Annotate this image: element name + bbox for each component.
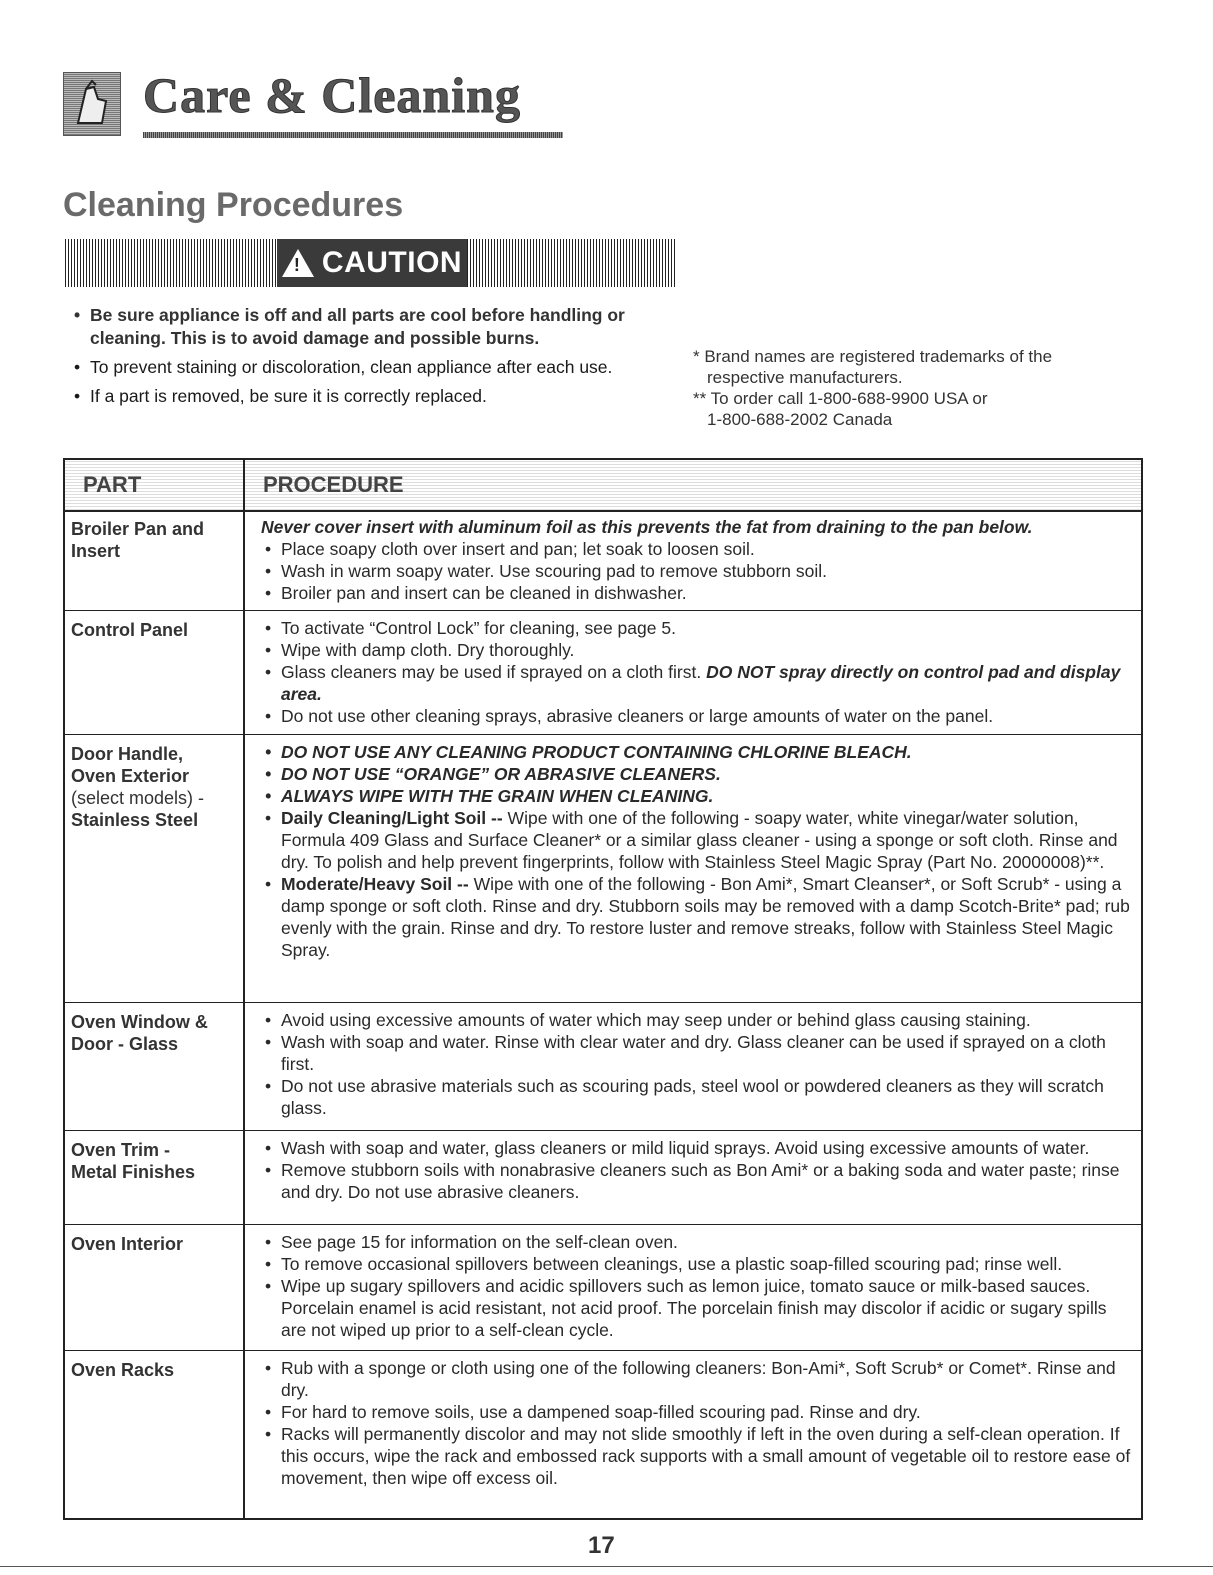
procedure-item: • Racks will permanently discolor and may not slide smoothly if left in the oven during a self-clean operation. If this occurs, wipe the rack and embossed rack supports with a small amount of vegetable oil to restore ease of movement, then wipe off excess oil. [261,1423,1131,1489]
note-line: respective manufacturers. [707,368,903,387]
procedure-item [261,873,1131,961]
warning-triangle-icon: ! [282,249,314,277]
procedure-warning: • ALWAYS WIPE WITH THE GRAIN WHEN CLEANING. [261,785,1131,807]
procedure-item: • Wipe with damp cloth. Dry thoroughly. [261,639,1131,661]
procedure-lead: Never cover insert with aluminum foil as this prevents the fat from draining to the pan below. [261,517,1033,537]
part-name: Control Panel [71,620,189,640]
procedure-item: • Wipe up sugary spillovers and acidic spillovers such as lemon juice, tomato sauce or milk-based sauces. Porcelain enamel is acid resistant, not acid proof. The porcelain finish may discolor if acidic or sugary spills are not wiped up prior to a self-clean cycle. [261,1275,1131,1341]
header-rule [143,132,563,138]
procedure-item: • Wash with soap and water, glass cleaners or mild liquid sprays. Avoid using excessive amounts of water. [261,1137,1131,1159]
procedure-label: Daily Cleaning/Light Soil -- [281,808,503,828]
caution-item: • To prevent staining or discoloration, clean appliance after each use. [70,356,670,379]
procedure-warning: • DO NOT USE ANY CLEANING PRODUCT CONTAINING CHLORINE BLEACH. [261,741,1131,763]
table-row [65,1130,1141,1224]
part-name: Oven Trim - Metal Finishes [71,1140,196,1182]
header-procedure: PROCEDURE [263,472,404,497]
trademark-notes [693,346,1153,430]
procedure-item: • Avoid using excessive amounts of water which may seep under or behind glass causing staining. [261,1009,1131,1031]
part-line: Door Handle, [71,744,184,764]
note-line: ** To order call 1-800-688-9900 USA or [693,389,988,408]
note-line: 1-800-688-2002 Canada [707,410,893,429]
table-row [65,1350,1141,1518]
procedure-item: • Remove stubborn soils with nonabrasive cleaners such as Bon Ami* or a baking soda and water paste; rinse and dry. Do not use abrasive cleaners. [261,1159,1131,1203]
procedure-item [261,807,1131,873]
procedure-warning: • DO NOT USE “ORANGE” OR ABRASIVE CLEANERS. [261,763,1131,785]
table-row [65,610,1141,734]
procedure-item: • Place soapy cloth over insert and pan; let soak to loosen soil. [261,538,1131,560]
part-name: Oven Racks [71,1360,175,1380]
section-title: Cleaning Procedures [63,186,404,224]
procedure-item: • Wash with soap and water. Rinse with clear water and dry. Glass cleaner can be used if sprayed on a cloth first. [261,1031,1131,1075]
part-line: Stainless Steel [71,810,199,830]
procedure [261,1357,1131,1489]
part-line: (select models) - [71,788,205,808]
procedure-text: Glass cleaners may be used if sprayed on a cloth first. [281,662,702,682]
footer-rule [0,1566,1213,1567]
procedure [261,617,1131,727]
cleaning-hand-icon [63,72,121,136]
procedure-item: • Do not use other cleaning sprays, abrasive cleaners or large amounts of water on the panel. [261,705,1131,727]
page-number: 17 [588,1532,615,1559]
caution-banner [65,239,677,287]
procedure [261,1231,1131,1341]
caution-label: CAUTION [321,246,463,279]
procedure-item [261,661,1131,705]
table-row [65,734,1141,1002]
procedure-emphasis: DO NOT spray directly on control pad and display area. [281,662,1121,704]
caution-item: • If a part is removed, be sure it is correctly replaced. [70,385,670,408]
part-name [71,743,236,831]
procedure-item: • Broiler pan and insert can be cleaned in dishwasher. [261,582,1131,604]
table-header [65,460,1141,512]
part-name: Oven Interior [71,1234,184,1254]
table-row [65,510,1141,610]
procedure-item: • Wash in warm soapy water. Use scouring pad to remove stubborn soil. [261,560,1131,582]
header-part: PART [83,472,142,497]
note-line: * Brand names are registered trademarks of the [693,347,1053,366]
caution-list [70,304,670,408]
procedure [261,741,1131,961]
page-header [63,67,521,140]
procedure-item: • To remove occasional spillovers between cleanings, use a plastic soap-filled scouring pad; rinse well. [261,1253,1131,1275]
table-row [65,1002,1141,1130]
procedure [261,1137,1131,1203]
procedure-item: • Rub with a sponge or cloth using one of the following cleaners: Bon-Ami*, Soft Scrub* or Comet*. Rinse and dry. [261,1357,1131,1401]
procedures-table [63,458,1143,1520]
procedure-label: Moderate/Heavy Soil -- [281,874,469,894]
procedure-item: • See page 15 for information on the self-clean oven. [261,1231,1131,1253]
part-name: Oven Window & Door - Glass [71,1012,208,1054]
procedure-text: Wipe with one of the following - soapy water, white vinegar/water solution, Formula 409 Glass and Surface Cleaner* or a similar glass cleaner - using a sponge or soft cloth. Rinse and dry. To polish and help prevent fingerprints, follow with Stainless Steel Magic Spray (Part No. 20000008)**. [281,808,1118,872]
procedure-text: Wipe with one of the following - Bon Ami*, Smart Cleanser*, or Soft Scrub* - using a damp sponge or soft cloth. Rinse and dry. Stubborn soils may be removed with a damp Scotch-Brite* pad; rub evenly with the grain. Rinse and dry. To restore luster and remove streaks, follow with Stainless Steel Magic Spray. [281,874,1130,960]
part-name: Broiler Pan and Insert [71,519,205,561]
part-line: Oven Exterior [71,766,190,786]
caution-label-box [277,239,467,287]
header-title: Care & Cleaning [143,67,521,123]
procedure [261,1009,1131,1119]
procedure-item: • Do not use abrasive materials such as scouring pads, steel wool or powdered cleaners as they will scratch glass. [261,1075,1131,1119]
procedure-item: • To activate “Control Lock” for cleaning, see page 5. [261,617,1131,639]
procedure-item: • For hard to remove soils, use a dampened soap-filled scouring pad. Rinse and dry. [261,1401,1131,1423]
procedure [261,516,1131,604]
table-row [65,1224,1141,1350]
caution-item: • Be sure appliance is off and all parts are cool before handling or cleaning. This is to avoid damage and possible burns. [70,304,670,350]
